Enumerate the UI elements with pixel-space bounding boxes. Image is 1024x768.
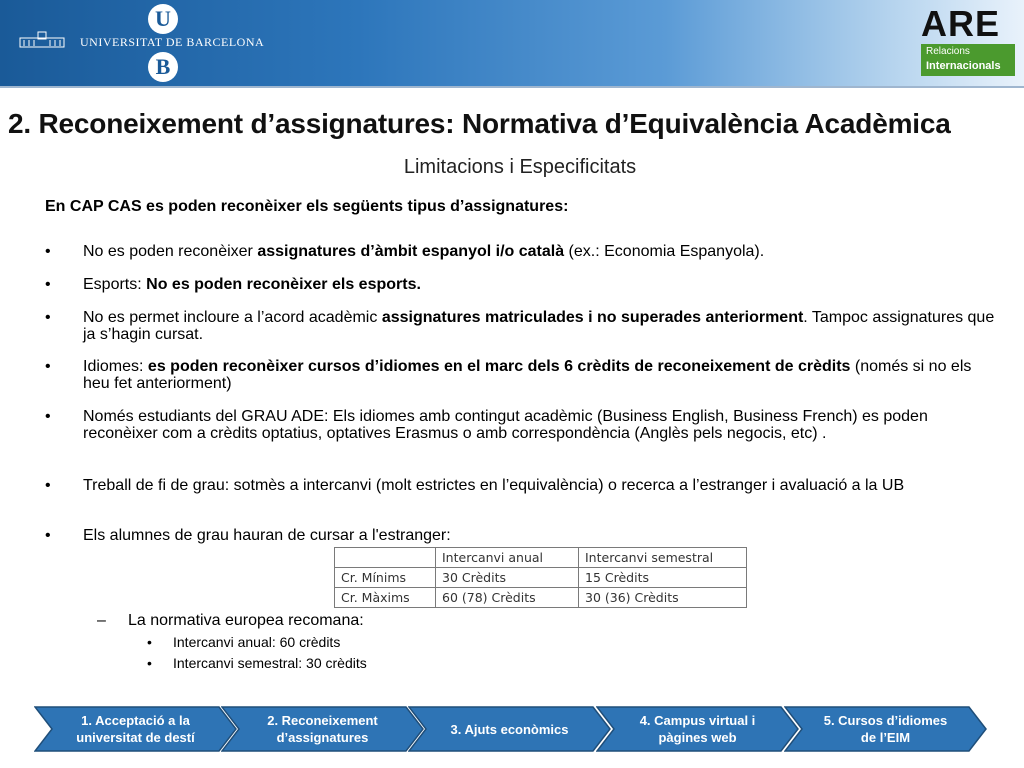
bullet-text: Treball de fi de grau: sotmès a intercanvi (molt estrictes en l’equivalència) o recerca a l’estranger i avaluació a la UB — [83, 477, 905, 494]
credits-table — [334, 547, 747, 608]
table-header-row — [335, 548, 747, 568]
process-navigation — [0, 706, 1024, 752]
slide-title: 2. Reconeixement d’assignatures: Normativa d’Equivalència Acadèmica — [8, 108, 951, 139]
sub-bullet-dash: – — [97, 612, 106, 629]
are-logo-line2: Internacionals — [926, 60, 1001, 72]
bullet-text: (només si no els heu fet anteriorment) — [83, 358, 972, 392]
ub-building-icon — [18, 30, 66, 48]
are-logo-title: ARE — [921, 3, 1001, 44]
slide-subtitle: Limitacions i Especificitats — [403, 156, 637, 178]
bullet-dot: • — [45, 527, 51, 544]
bullet-bold-text: No es poden reconèixer els esports. — [146, 276, 421, 293]
table-header-cell — [335, 548, 436, 568]
nav-step-ajuts[interactable] — [408, 706, 611, 752]
ub-logo-u: U — [148, 4, 178, 34]
table-cell: 30 (36) Crèdits — [579, 588, 747, 608]
bullet-text: (ex.: Economia Espanyola). — [564, 243, 765, 260]
nav-step-label — [243, 706, 402, 752]
table-cell: 60 (78) Crèdits — [436, 588, 579, 608]
bullet-text: Esports: — [83, 276, 147, 293]
bullet-dot: • — [147, 655, 152, 671]
sub-sub-bullet-text: Intercanvi anual: 60 crèdits — [173, 634, 341, 650]
bullet-text: . Tampoc assignatures que ja s’hagin cursat. — [83, 309, 995, 343]
bullet-text: Només estudiants del GRAU ADE: Els idiomes amb contingut acadèmic (Business English, Business French) es poden reconèixer com a crèdits optatius, optatives Erasmus o amb correspondència (Anglès pels negocis, etc) . — [83, 408, 928, 442]
sub-bullet-text: La normativa europea recomana: — [128, 612, 364, 629]
bullet-dot: • — [45, 309, 51, 326]
bullet-dot: • — [45, 276, 51, 293]
intro-text: En CAP CAS es poden reconèixer els següents tipus d’assignatures: — [45, 198, 569, 215]
table-cell: 15 Crèdits — [579, 568, 747, 588]
table-header-cell: Intercanvi semestral — [579, 548, 747, 568]
nav-step-label — [618, 706, 777, 752]
nav-step-label — [806, 706, 965, 752]
nav-step-label-line: d’assignatures — [276, 730, 369, 745]
bullet-text: Idiomes: — [83, 358, 148, 375]
nav-step-label-line: 2. Reconeixement — [267, 713, 378, 728]
nav-step-label-line: 1. Acceptació a la — [81, 713, 190, 728]
nav-step-campus-virtual[interactable] — [596, 706, 799, 752]
nav-step-label-line: 5. Cursos d’idiomes — [823, 713, 948, 728]
nav-step-label-line: universitat de destí — [76, 730, 195, 745]
bullet-bold-text: es poden reconèixer cursos d’idiomes en el marc dels 6 crèdits de reconeixement de crèdits — [147, 358, 851, 375]
table-cell: Cr. Mínims — [335, 568, 436, 588]
nav-step-label — [430, 706, 589, 752]
table-header-cell: Intercanvi anual — [436, 548, 579, 568]
nav-step-label-line: pàgines web — [658, 730, 737, 745]
nav-step-label-line: de l’EIM — [860, 730, 911, 745]
bullet-dot: • — [45, 477, 51, 494]
university-name: UNIVERSITAT DE BARCELONA — [80, 35, 265, 49]
nav-step-acceptacio[interactable] — [34, 706, 237, 752]
header-divider — [0, 86, 1024, 88]
nav-step-label — [56, 706, 215, 752]
bullet-dot: • — [45, 408, 51, 425]
table-cell: Cr. Màxims — [335, 588, 436, 608]
bullet-dot: • — [45, 243, 51, 260]
nav-step-reconeixement[interactable] — [221, 706, 424, 752]
bullet-text: No es permet incloure a l’acord acadèmic — [83, 309, 382, 326]
are-logo-line1: Relacions — [926, 46, 970, 57]
bullet-dot: • — [45, 358, 51, 375]
nav-step-cursos-idiomes[interactable] — [784, 706, 987, 752]
sub-sub-bullet-text: Intercanvi semestral: 30 crèdits — [173, 655, 367, 671]
nav-step-label-line: 4. Campus virtual i — [639, 713, 756, 728]
header-banner — [0, 0, 1024, 86]
ub-logo-b: B — [148, 52, 178, 82]
table-row — [335, 588, 747, 608]
bullet-text: No es poden reconèixer — [83, 243, 258, 260]
bullet-bold-text: assignatures d’àmbit espanyol i/o català — [257, 243, 565, 260]
bullet-bold-text: assignatures matriculades i no superades anteriorment — [381, 309, 804, 326]
bullet-text: Els alumnes de grau hauran de cursar a l'estranger: — [83, 527, 451, 544]
bullet-dot: • — [147, 634, 152, 650]
table-row — [335, 568, 747, 588]
table-cell: 30 Crèdits — [436, 568, 579, 588]
nav-step-label-line: 3. Ajuts econòmics — [450, 721, 569, 737]
